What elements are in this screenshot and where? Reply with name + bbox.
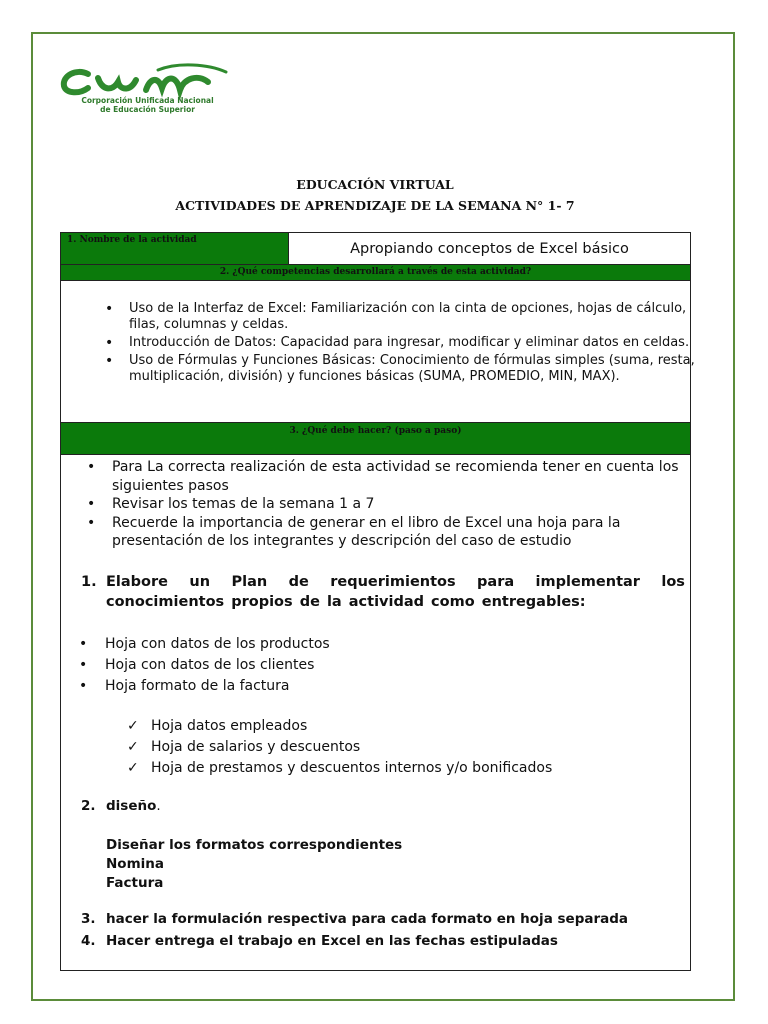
checkmark-icon: ✓ <box>127 739 139 755</box>
list-item: • Hoja formato de la factura <box>79 676 679 697</box>
checklist-text: Hoja de prestamos y descuentos internos y/o bonificados <box>151 760 553 776</box>
design-line: Factura <box>106 875 164 891</box>
step-3-text: hacer la formulación respectiva para cada formato en hoja separada <box>106 911 629 927</box>
step-number: 3. <box>81 911 96 927</box>
steps-header: 3. ¿Qué debe hacer? (paso a paso) <box>61 422 690 455</box>
checkmark-icon: ✓ <box>127 760 139 776</box>
deliverables-list <box>79 634 679 697</box>
list-item: • Para La correcta realización de esta actividad se recomienda tener en cuenta los siguientes pasos <box>87 458 687 495</box>
step-2 <box>81 798 685 814</box>
checklist <box>127 716 687 779</box>
word: un <box>189 574 211 590</box>
list-item: • Hoja con datos de los productos <box>79 634 679 655</box>
step-2-label: diseño <box>106 798 157 814</box>
list-item <box>127 737 687 758</box>
step-1-line-1 <box>106 572 685 592</box>
checklist-text: Hoja datos empleados <box>151 718 308 734</box>
step-1-line-2: conocimientos propios de la actividad como entregables: <box>106 594 586 610</box>
step-2-period: . <box>156 798 161 814</box>
activity-name-value: Apropiando conceptos de Excel básico <box>350 240 629 257</box>
list-item: • Hoja con datos de los clientes <box>79 655 679 676</box>
intro-steps-list <box>87 458 687 551</box>
step-number: 1. <box>81 574 97 590</box>
list-item: • Uso de la Interfaz de Excel: Familiarización con la cinta de opciones, hojas de cálculo, filas, columnas y celdas. <box>105 301 695 333</box>
activity-name-row <box>61 233 690 264</box>
word: para <box>477 574 515 590</box>
step-4-text: Hacer entrega el trabajo en Excel en las fechas estipuladas <box>106 933 558 949</box>
step-1-text <box>106 572 685 612</box>
checklist-text: Hoja de salarios y descuentos <box>151 739 361 755</box>
list-item: • Recuerde la importancia de generar en el libro de Excel una hoja para la presentación de los integrantes y descripción del caso de estudio <box>87 514 687 551</box>
step-number: 4. <box>81 933 96 949</box>
step-1 <box>81 572 685 612</box>
word: Elabore <box>106 574 168 590</box>
activity-table <box>60 232 695 971</box>
step-3 <box>81 911 685 927</box>
competencies-list <box>105 301 695 387</box>
step-number: 2. <box>81 798 96 814</box>
step-2-text <box>106 798 685 814</box>
competencies-header: 2. ¿Qué competencias desarrollará a través de esta actividad? <box>61 264 690 281</box>
page-subtitle: ACTIVIDADES DE APRENDIZAJE DE LA SEMANA N° 1- 7 <box>175 198 575 213</box>
step-4 <box>81 933 685 949</box>
list-item <box>127 758 687 779</box>
design-line: Nomina <box>106 856 164 872</box>
list-item: • Introducción de Datos: Capacidad para ingresar, modificar y eliminar datos en celdas. <box>105 335 695 351</box>
checkmark-icon: ✓ <box>127 718 139 734</box>
design-formats <box>106 836 402 893</box>
list-item: • Uso de Fórmulas y Funciones Básicas: Conocimiento de fórmulas simples (suma, resta, multiplicación, división) y funciones básicas (SUMA, PROMEDIO, MIN, MAX). <box>105 353 695 385</box>
logo-text <box>60 96 235 114</box>
logo-line-1: Corporación Unificada Nacional <box>81 96 214 105</box>
word: requerimientos <box>330 574 456 590</box>
word: de <box>288 574 309 590</box>
list-item <box>127 716 687 737</box>
design-line: Diseñar los formatos correspondientes <box>106 837 403 853</box>
activity-name-label: 1. Nombre de la actividad <box>61 233 289 264</box>
word: los <box>661 574 685 590</box>
page-title: EDUCACIÓN VIRTUAL <box>296 177 454 192</box>
word: Plan <box>231 574 268 590</box>
list-item: • Revisar los temas de la semana 1 a 7 <box>87 495 687 514</box>
logo-line-2: de Educación Superior <box>100 105 195 114</box>
word: implementar <box>535 574 640 590</box>
